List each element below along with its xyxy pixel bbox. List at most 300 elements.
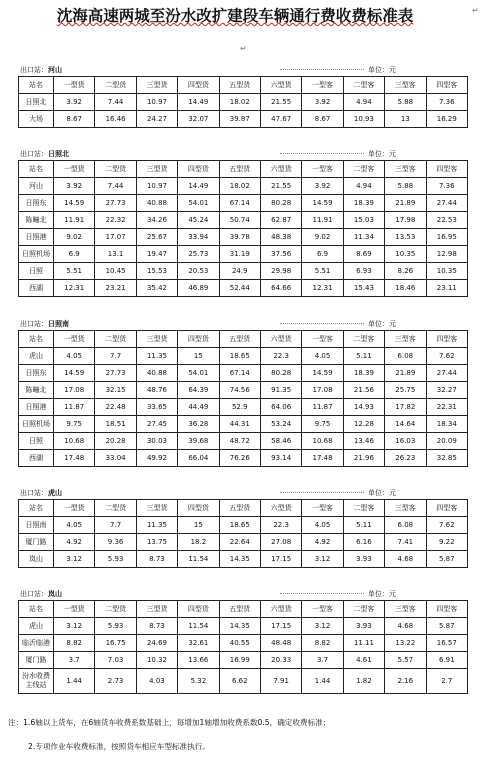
fee-cell: 6.16 xyxy=(343,534,384,551)
table-row xyxy=(19,111,468,128)
fee-cell: 18.65 xyxy=(219,348,260,365)
fee-cell: 3.7 xyxy=(302,652,343,669)
fee-cell: 5.88 xyxy=(385,94,426,111)
table-header-row xyxy=(19,601,468,618)
table-row xyxy=(19,246,468,263)
column-header: 二型客 xyxy=(343,331,384,348)
column-header: 四型客 xyxy=(426,500,467,517)
fee-cell: 3.93 xyxy=(343,551,384,568)
column-header: 五型货 xyxy=(219,77,260,94)
fee-cell: 21.89 xyxy=(385,365,426,382)
fee-cell: 15.03 xyxy=(343,212,384,229)
fee-cell: 4.05 xyxy=(54,348,95,365)
dotted-leader xyxy=(280,69,364,70)
fee-cell: 34.26 xyxy=(136,212,177,229)
table-row xyxy=(19,618,468,635)
fee-cell: 17.15 xyxy=(260,551,301,568)
fee-cell: 54.01 xyxy=(178,365,219,382)
fee-cell: 80.28 xyxy=(260,365,301,382)
fee-cell: 12.31 xyxy=(54,280,95,297)
entry-station-cell: 日照北 xyxy=(19,94,54,111)
fee-cell: 18.65 xyxy=(219,517,260,534)
table-row xyxy=(19,652,468,669)
table-row xyxy=(19,450,468,467)
fee-cell: 3.12 xyxy=(302,618,343,635)
fee-cell: 9.36 xyxy=(95,534,136,551)
fee-cell: 32.85 xyxy=(426,450,467,467)
fee-cell: 3.12 xyxy=(54,618,95,635)
fee-cell: 17.08 xyxy=(54,382,95,399)
fee-cell: 6.9 xyxy=(54,246,95,263)
toll-table xyxy=(18,499,468,568)
fee-cell: 48.38 xyxy=(260,229,301,246)
column-header: 三型客 xyxy=(385,500,426,517)
column-header: 一型客 xyxy=(302,500,343,517)
fee-cell: 22.32 xyxy=(95,212,136,229)
note-1: 注：1.6轴以上货车，在6轴货车收费系数基础上，每增加1轴增加收费系数0.5，确定收费标准； xyxy=(8,718,331,727)
fee-cell: 25.73 xyxy=(178,246,219,263)
fee-cell: 39.87 xyxy=(219,111,260,128)
exit-station-label: 出口站：河山 xyxy=(20,66,62,74)
fee-cell: 14.49 xyxy=(178,178,219,195)
fee-cell: 66.04 xyxy=(178,450,219,467)
table-header-row xyxy=(19,77,468,94)
fee-cell: 10.68 xyxy=(302,433,343,450)
fee-cell: 2.73 xyxy=(95,669,136,694)
column-header: 三型货 xyxy=(136,601,177,618)
entry-station-cell: 陈疃北 xyxy=(19,382,54,399)
fee-cell: 52.44 xyxy=(219,280,260,297)
exit-station-section xyxy=(18,487,468,568)
fee-cell: 5.57 xyxy=(385,652,426,669)
fee-cell: 14.49 xyxy=(178,94,219,111)
fee-cell: 7.03 xyxy=(95,652,136,669)
fee-cell: 50.74 xyxy=(219,212,260,229)
column-header: 五型货 xyxy=(219,500,260,517)
toll-table xyxy=(18,76,468,128)
fee-cell: 18.51 xyxy=(95,416,136,433)
column-header: 四型货 xyxy=(178,601,219,618)
column-header: 二型货 xyxy=(95,500,136,517)
fee-cell: 27.45 xyxy=(136,416,177,433)
table-row xyxy=(19,416,468,433)
fee-cell: 16.57 xyxy=(426,635,467,652)
entry-station-cell: 西湖 xyxy=(19,450,54,467)
fee-cell: 64.06 xyxy=(260,399,301,416)
exit-station-section xyxy=(18,64,468,128)
fee-cell: 5.51 xyxy=(302,263,343,280)
fee-cell: 7.91 xyxy=(260,669,301,694)
fee-cell: 48.76 xyxy=(136,382,177,399)
fee-cell: 27.44 xyxy=(426,195,467,212)
fee-cell: 7.7 xyxy=(95,348,136,365)
fee-cell: 18.39 xyxy=(343,195,384,212)
table-row xyxy=(19,263,468,280)
fee-cell: 40.88 xyxy=(136,195,177,212)
fee-cell: 11.35 xyxy=(136,517,177,534)
fee-cell: 14.64 xyxy=(385,416,426,433)
column-header: 四型客 xyxy=(426,601,467,618)
column-header: 一型客 xyxy=(302,331,343,348)
fee-cell: 16.03 xyxy=(385,433,426,450)
unit-label: 单位：元 xyxy=(368,150,396,158)
column-header: 四型货 xyxy=(178,500,219,517)
table-row xyxy=(19,195,468,212)
exit-station-name: 河山 xyxy=(48,66,62,74)
exit-station-label: 出口站：岚山 xyxy=(20,590,62,598)
fee-cell: 11.54 xyxy=(178,551,219,568)
fee-cell: 26.23 xyxy=(385,450,426,467)
fee-cell: 18.02 xyxy=(219,178,260,195)
column-header: 五型货 xyxy=(219,331,260,348)
fee-cell: 29.98 xyxy=(260,263,301,280)
fee-cell: 91.35 xyxy=(260,382,301,399)
column-header: 三型客 xyxy=(385,331,426,348)
unit-label: 单位：元 xyxy=(368,66,396,74)
fee-cell: 9.02 xyxy=(54,229,95,246)
fee-cell: 17.08 xyxy=(302,382,343,399)
fee-cell: 33.04 xyxy=(95,450,136,467)
fee-cell: 14.59 xyxy=(54,365,95,382)
fee-cell: 12.31 xyxy=(302,280,343,297)
fee-cell: 33.94 xyxy=(178,229,219,246)
column-header: 站名 xyxy=(19,601,54,618)
column-header: 二型客 xyxy=(343,601,384,618)
table-row xyxy=(19,382,468,399)
entry-station-cell: 临沂临港 xyxy=(19,635,54,652)
fee-cell: 20.28 xyxy=(95,433,136,450)
column-header: 六型货 xyxy=(260,601,301,618)
fee-cell: 10.97 xyxy=(136,94,177,111)
fee-cell: 14.59 xyxy=(302,195,343,212)
column-header: 站名 xyxy=(19,161,54,178)
column-header: 一型货 xyxy=(54,500,95,517)
fee-cell: 44.31 xyxy=(219,416,260,433)
fee-cell: 19.47 xyxy=(136,246,177,263)
fee-cell: 4.05 xyxy=(54,517,95,534)
entry-station-cell: 日照港 xyxy=(19,399,54,416)
fee-cell: 3.92 xyxy=(302,178,343,195)
table-row xyxy=(19,399,468,416)
fee-cell: 25.67 xyxy=(136,229,177,246)
entry-station-cell: 厦门路 xyxy=(19,652,54,669)
dotted-leader xyxy=(280,323,364,324)
fee-cell: 21.55 xyxy=(260,178,301,195)
fee-cell: 17.15 xyxy=(260,618,301,635)
fee-cell: 32.07 xyxy=(178,111,219,128)
entry-station-cell: 汾水收费主线站 xyxy=(19,669,54,694)
column-header: 四型客 xyxy=(426,77,467,94)
entry-station-cell: 日照 xyxy=(19,433,54,450)
entry-station-cell: 日照东 xyxy=(19,365,54,382)
paragraph-mark: ↵ xyxy=(472,6,479,15)
exit-station-label: 出口站：日照南 xyxy=(20,320,69,328)
fee-cell: 13 xyxy=(385,111,426,128)
fee-cell: 21.55 xyxy=(260,94,301,111)
column-header: 二型客 xyxy=(343,500,384,517)
table-row xyxy=(19,94,468,111)
fee-cell: 24.9 xyxy=(219,263,260,280)
fee-cell: 17.48 xyxy=(302,450,343,467)
column-header: 三型货 xyxy=(136,77,177,94)
fee-cell: 64.39 xyxy=(178,382,219,399)
fee-cell: 3.92 xyxy=(302,94,343,111)
table-header-row xyxy=(19,331,468,348)
entry-station-cell: 日照南 xyxy=(19,517,54,534)
column-header: 一型客 xyxy=(302,161,343,178)
fee-cell: 8.73 xyxy=(136,551,177,568)
fee-cell: 67.14 xyxy=(219,195,260,212)
fee-cell: 3.12 xyxy=(302,551,343,568)
fee-cell: 20.09 xyxy=(426,433,467,450)
fee-cell: 3.93 xyxy=(343,618,384,635)
fee-cell: 36.28 xyxy=(178,416,219,433)
fee-cell: 6.91 xyxy=(426,652,467,669)
fee-cell: 8.69 xyxy=(343,246,384,263)
exit-station-name: 岚山 xyxy=(48,590,62,598)
table-row xyxy=(19,348,468,365)
fee-cell: 13.22 xyxy=(385,635,426,652)
fee-cell: 54.01 xyxy=(178,195,219,212)
column-header: 三型客 xyxy=(385,77,426,94)
toll-table xyxy=(18,600,468,694)
fee-cell: 22.3 xyxy=(260,517,301,534)
fee-cell: 8.67 xyxy=(54,111,95,128)
fee-cell: 5.87 xyxy=(426,551,467,568)
note-2: 2.专项作业车收费标准，按照货车相应车型标准执行。 xyxy=(28,742,210,751)
fee-cell: 2.7 xyxy=(426,669,467,694)
fee-cell: 11.87 xyxy=(54,399,95,416)
fee-cell: 22.3 xyxy=(260,348,301,365)
fee-cell: 17.48 xyxy=(54,450,95,467)
unit-label: 单位：元 xyxy=(368,489,396,497)
fee-cell: 49.92 xyxy=(136,450,177,467)
table-row xyxy=(19,280,468,297)
toll-table xyxy=(18,330,468,467)
fee-cell: 23.11 xyxy=(426,280,467,297)
unit-label: 单位：元 xyxy=(368,590,396,598)
fee-cell: 35.42 xyxy=(136,280,177,297)
fee-cell: 4.92 xyxy=(302,534,343,551)
column-header: 六型货 xyxy=(260,77,301,94)
fee-cell: 18.34 xyxy=(426,416,467,433)
fee-cell: 8.26 xyxy=(385,263,426,280)
entry-station-cell: 日照 xyxy=(19,263,54,280)
entry-station-cell: 日照机场 xyxy=(19,246,54,263)
fee-cell: 7.36 xyxy=(426,94,467,111)
dotted-leader xyxy=(280,593,364,594)
fee-cell: 39.78 xyxy=(219,229,260,246)
column-header: 二型货 xyxy=(95,77,136,94)
column-header: 一型货 xyxy=(54,331,95,348)
entry-station-cell: 日照机场 xyxy=(19,416,54,433)
fee-cell: 48.72 xyxy=(219,433,260,450)
fee-cell: 5.11 xyxy=(343,517,384,534)
fee-cell: 4.94 xyxy=(343,94,384,111)
fee-cell: 5.11 xyxy=(343,348,384,365)
column-header: 三型货 xyxy=(136,500,177,517)
section-header xyxy=(18,588,468,600)
fee-cell: 14.35 xyxy=(219,551,260,568)
fee-cell: 4.05 xyxy=(302,517,343,534)
fee-cell: 10.32 xyxy=(136,652,177,669)
fee-cell: 32.15 xyxy=(95,382,136,399)
entry-station-cell: 河山 xyxy=(19,178,54,195)
fee-cell: 16.99 xyxy=(219,652,260,669)
fee-cell: 74.56 xyxy=(219,382,260,399)
entry-station-cell: 日照港 xyxy=(19,229,54,246)
fee-cell: 15 xyxy=(178,517,219,534)
exit-station-name: 虎山 xyxy=(48,489,62,497)
entry-station-cell: 厦门路 xyxy=(19,534,54,551)
fee-cell: 27.08 xyxy=(260,534,301,551)
fee-cell: 6.08 xyxy=(385,348,426,365)
fee-cell: 47.67 xyxy=(260,111,301,128)
table-row xyxy=(19,229,468,246)
column-header: 站名 xyxy=(19,500,54,517)
fee-cell: 17.82 xyxy=(385,399,426,416)
fee-cell: 4.94 xyxy=(343,178,384,195)
fee-cell: 10.68 xyxy=(54,433,95,450)
table-header-row xyxy=(19,161,468,178)
fee-cell: 5.87 xyxy=(426,618,467,635)
column-header: 四型客 xyxy=(426,161,467,178)
fee-cell: 7.44 xyxy=(95,94,136,111)
fee-cell: 4.68 xyxy=(385,618,426,635)
fee-cell: 3.7 xyxy=(54,652,95,669)
fee-cell: 14.59 xyxy=(54,195,95,212)
table-row xyxy=(19,635,468,652)
column-header: 五型货 xyxy=(219,161,260,178)
fee-cell: 4.68 xyxy=(385,551,426,568)
exit-station-name: 日照南 xyxy=(48,320,69,328)
column-header: 三型货 xyxy=(136,161,177,178)
fee-cell: 10.35 xyxy=(426,263,467,280)
fee-cell: 16.75 xyxy=(95,635,136,652)
fee-cell: 4.03 xyxy=(136,669,177,694)
column-header: 三型客 xyxy=(385,161,426,178)
fee-cell: 14.35 xyxy=(219,618,260,635)
table-row xyxy=(19,212,468,229)
fee-cell: 31.19 xyxy=(219,246,260,263)
fee-cell: 11.91 xyxy=(54,212,95,229)
fee-cell: 6.62 xyxy=(219,669,260,694)
fee-cell: 25.75 xyxy=(385,382,426,399)
fee-cell: 33.65 xyxy=(136,399,177,416)
entry-station-cell: 虎山 xyxy=(19,348,54,365)
table-row xyxy=(19,551,468,568)
unit-label: 单位：元 xyxy=(368,320,396,328)
dotted-leader xyxy=(280,153,364,154)
table-row xyxy=(19,178,468,195)
fee-cell: 9.02 xyxy=(302,229,343,246)
fee-cell: 80.28 xyxy=(260,195,301,212)
fee-cell: 8.82 xyxy=(54,635,95,652)
fee-cell: 67.14 xyxy=(219,365,260,382)
fee-cell: 18.39 xyxy=(343,365,384,382)
fee-cell: 30.03 xyxy=(136,433,177,450)
column-header: 三型货 xyxy=(136,331,177,348)
fee-cell: 14.59 xyxy=(302,365,343,382)
fee-cell: 5.88 xyxy=(385,178,426,195)
fee-cell: 76.26 xyxy=(219,450,260,467)
fee-cell: 24.69 xyxy=(136,635,177,652)
section-header xyxy=(18,64,468,76)
fee-cell: 20.53 xyxy=(178,263,219,280)
table-row xyxy=(19,433,468,450)
fee-cell: 4.61 xyxy=(343,652,384,669)
fee-cell: 52.9 xyxy=(219,399,260,416)
fee-cell: 5.93 xyxy=(95,551,136,568)
exit-station-section xyxy=(18,148,468,297)
fee-cell: 18.02 xyxy=(219,94,260,111)
fee-cell: 7.62 xyxy=(426,348,467,365)
fee-cell: 12.98 xyxy=(426,246,467,263)
exit-station-name: 日照北 xyxy=(48,150,69,158)
fee-cell: 16.46 xyxy=(95,111,136,128)
column-header: 站名 xyxy=(19,77,54,94)
entry-station-cell: 西湖 xyxy=(19,280,54,297)
table-row xyxy=(19,517,468,534)
fee-cell: 2.16 xyxy=(385,669,426,694)
entry-station-cell: 大场 xyxy=(19,111,54,128)
exit-station-label: 出口站：虎山 xyxy=(20,489,62,497)
fee-cell: 40.55 xyxy=(219,635,260,652)
entry-station-cell: 岚山 xyxy=(19,551,54,568)
fee-cell: 12.28 xyxy=(343,416,384,433)
column-header: 四型客 xyxy=(426,331,467,348)
fee-cell: 15 xyxy=(178,348,219,365)
entry-station-cell: 虎山 xyxy=(19,618,54,635)
fee-cell: 1.44 xyxy=(54,669,95,694)
fee-cell: 22.64 xyxy=(219,534,260,551)
column-header: 一型货 xyxy=(54,601,95,618)
fee-cell: 6.93 xyxy=(343,263,384,280)
fee-cell: 27.44 xyxy=(426,365,467,382)
fee-cell: 40.88 xyxy=(136,365,177,382)
fee-cell: 14.93 xyxy=(343,399,384,416)
paragraph-mark: ↵ xyxy=(240,44,247,53)
column-header: 二型客 xyxy=(343,161,384,178)
column-header: 四型货 xyxy=(178,331,219,348)
exit-station-section xyxy=(18,588,468,694)
fee-cell: 93.14 xyxy=(260,450,301,467)
table-header-row xyxy=(19,500,468,517)
dotted-leader xyxy=(280,492,364,493)
fee-cell: 17.98 xyxy=(385,212,426,229)
toll-table xyxy=(18,160,468,297)
fee-cell: 53.24 xyxy=(260,416,301,433)
fee-cell: 27.73 xyxy=(95,365,136,382)
fee-cell: 11.34 xyxy=(343,229,384,246)
fee-cell: 1.82 xyxy=(343,669,384,694)
fee-cell: 9.75 xyxy=(302,416,343,433)
fee-cell: 45.24 xyxy=(178,212,219,229)
fee-cell: 5.32 xyxy=(178,669,219,694)
fee-cell: 1.44 xyxy=(302,669,343,694)
fee-cell: 6.08 xyxy=(385,517,426,534)
column-header: 一型客 xyxy=(302,77,343,94)
fee-cell: 16.95 xyxy=(426,229,467,246)
fee-cell: 37.56 xyxy=(260,246,301,263)
fee-cell: 4.92 xyxy=(54,534,95,551)
fee-cell: 17.07 xyxy=(95,229,136,246)
fee-cell: 7.36 xyxy=(426,178,467,195)
fee-cell: 11.11 xyxy=(343,635,384,652)
fee-cell: 13.75 xyxy=(136,534,177,551)
fee-cell: 7.62 xyxy=(426,517,467,534)
fee-cell: 10.35 xyxy=(385,246,426,263)
